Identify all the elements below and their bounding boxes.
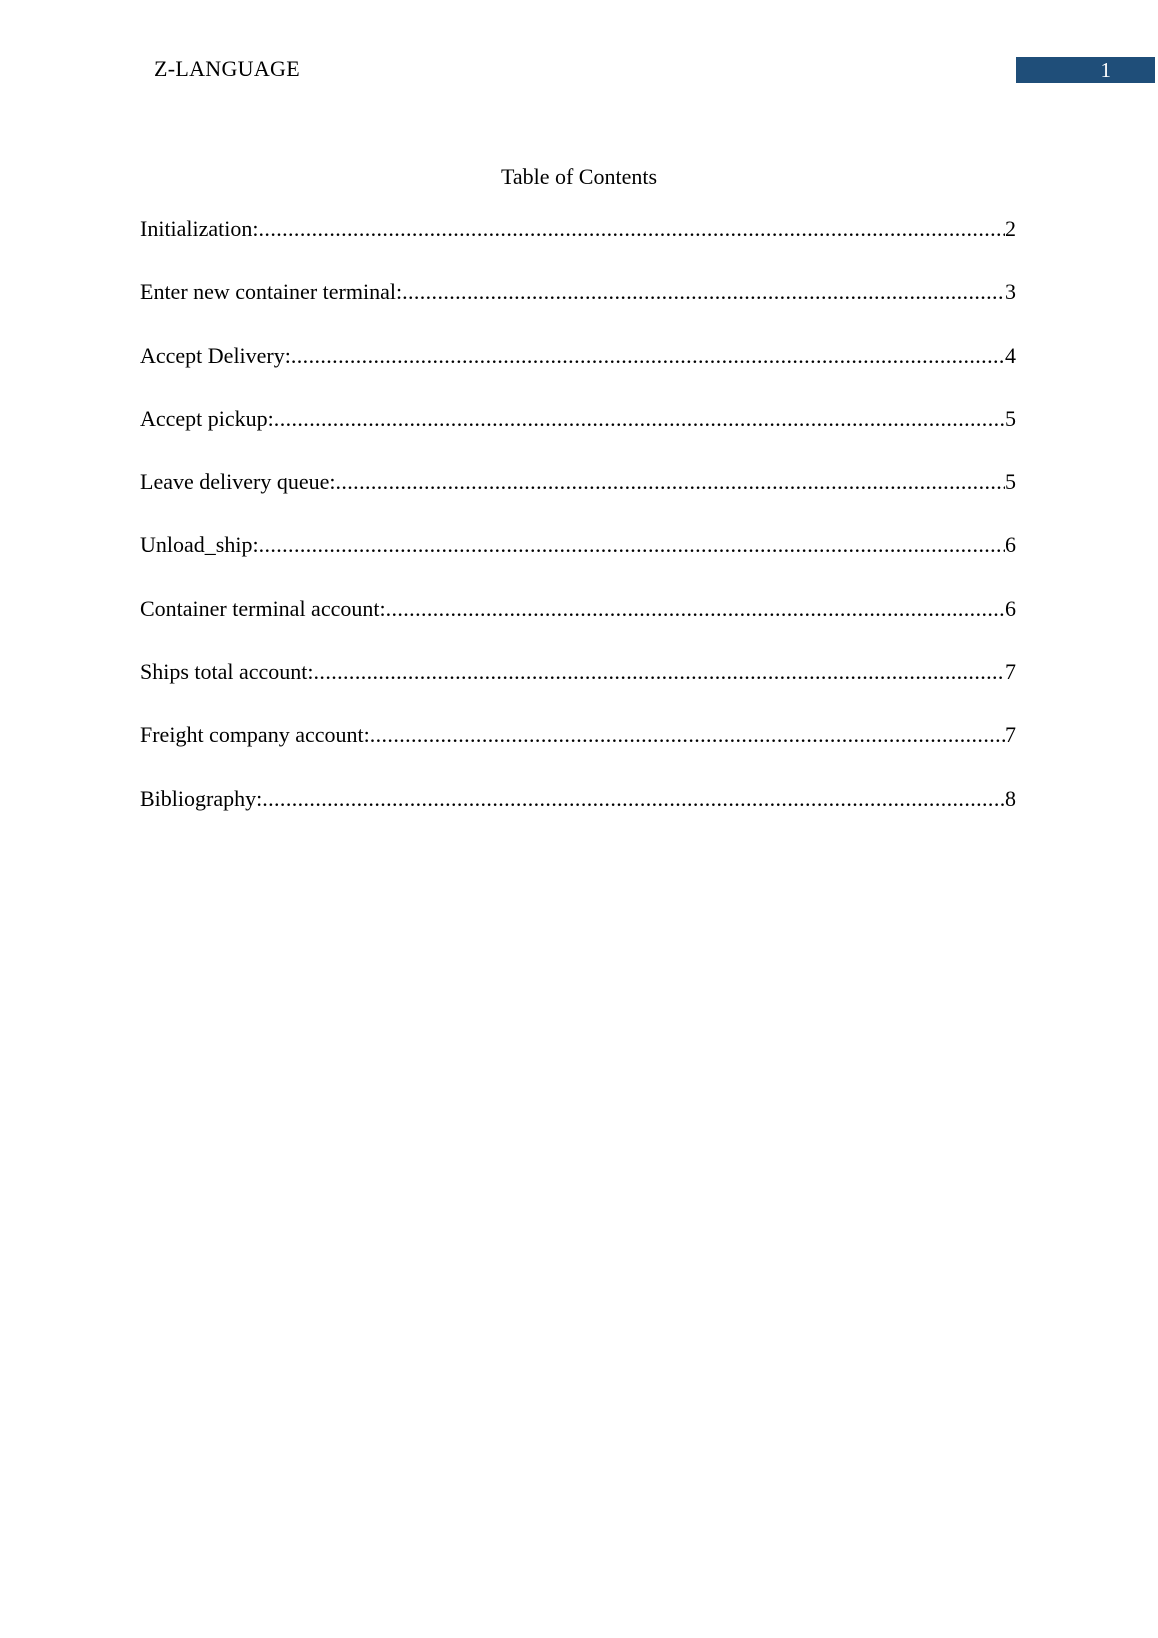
toc-entry-bibliography[interactable]	[140, 785, 1016, 848]
dot-leader	[314, 658, 1005, 686]
toc-entry-page: 2	[1005, 216, 1016, 241]
toc-entry-unload-ship[interactable]	[140, 531, 1016, 594]
toc-entry-initialization[interactable]	[140, 215, 1016, 278]
toc-entry-accept-pickup[interactable]	[140, 405, 1016, 468]
toc-entry-page: 5	[1005, 405, 1016, 431]
table-of-contents	[140, 215, 1016, 848]
toc-entry-enter-new-container-terminal[interactable]	[140, 278, 1016, 341]
toc-entry-page: 3	[1005, 279, 1016, 305]
toc-entry-label: Initialization:	[140, 216, 259, 241]
toc-entry-label: Unload_ship:	[140, 532, 259, 558]
dot-leader	[370, 721, 1005, 749]
dot-leader	[259, 215, 1005, 243]
toc-entry-freight-company-account[interactable]	[140, 721, 1016, 784]
toc-entry-container-terminal-account[interactable]	[140, 595, 1016, 658]
dot-leader	[335, 468, 1005, 496]
dot-leader	[262, 785, 1005, 813]
toc-entry-label: Ships total account:	[140, 659, 314, 685]
toc-title: Table of Contents	[500, 164, 658, 189]
toc-entry-accept-delivery[interactable]	[140, 342, 1016, 405]
toc-entry-page: 8	[1005, 785, 1016, 811]
page-number: 1	[1100, 58, 1111, 82]
page-number-badge	[1016, 57, 1155, 83]
toc-entry-label: Accept pickup:	[140, 405, 274, 431]
toc-entry-label: Bibliography:	[140, 785, 263, 811]
toc-entry-label: Accept Delivery:	[140, 342, 291, 368]
toc-entry-label: Leave delivery queue:	[140, 469, 336, 495]
toc-entry-page: 7	[1005, 659, 1016, 685]
toc-entry-page: 7	[1005, 722, 1016, 748]
toc-entry-leave-delivery-queue[interactable]	[140, 468, 1016, 531]
toc-entry-page: 6	[1005, 595, 1016, 621]
dot-leader	[386, 595, 1005, 623]
running-head: Z-LANGUAGE	[154, 56, 300, 81]
toc-entry-label: Enter new container terminal:	[140, 279, 403, 305]
toc-entry-page: 4	[1005, 342, 1016, 368]
toc-entry-page: 5	[1005, 469, 1016, 495]
dot-leader	[291, 342, 1005, 370]
dot-leader	[274, 405, 1005, 433]
dot-leader	[402, 278, 1005, 306]
toc-entry-ships-total-account[interactable]	[140, 658, 1016, 721]
toc-entry-label: Container terminal account:	[140, 595, 386, 621]
toc-entry-label: Freight company account:	[140, 722, 370, 748]
toc-entry-page: 6	[1005, 532, 1016, 558]
dot-leader	[259, 531, 1005, 559]
